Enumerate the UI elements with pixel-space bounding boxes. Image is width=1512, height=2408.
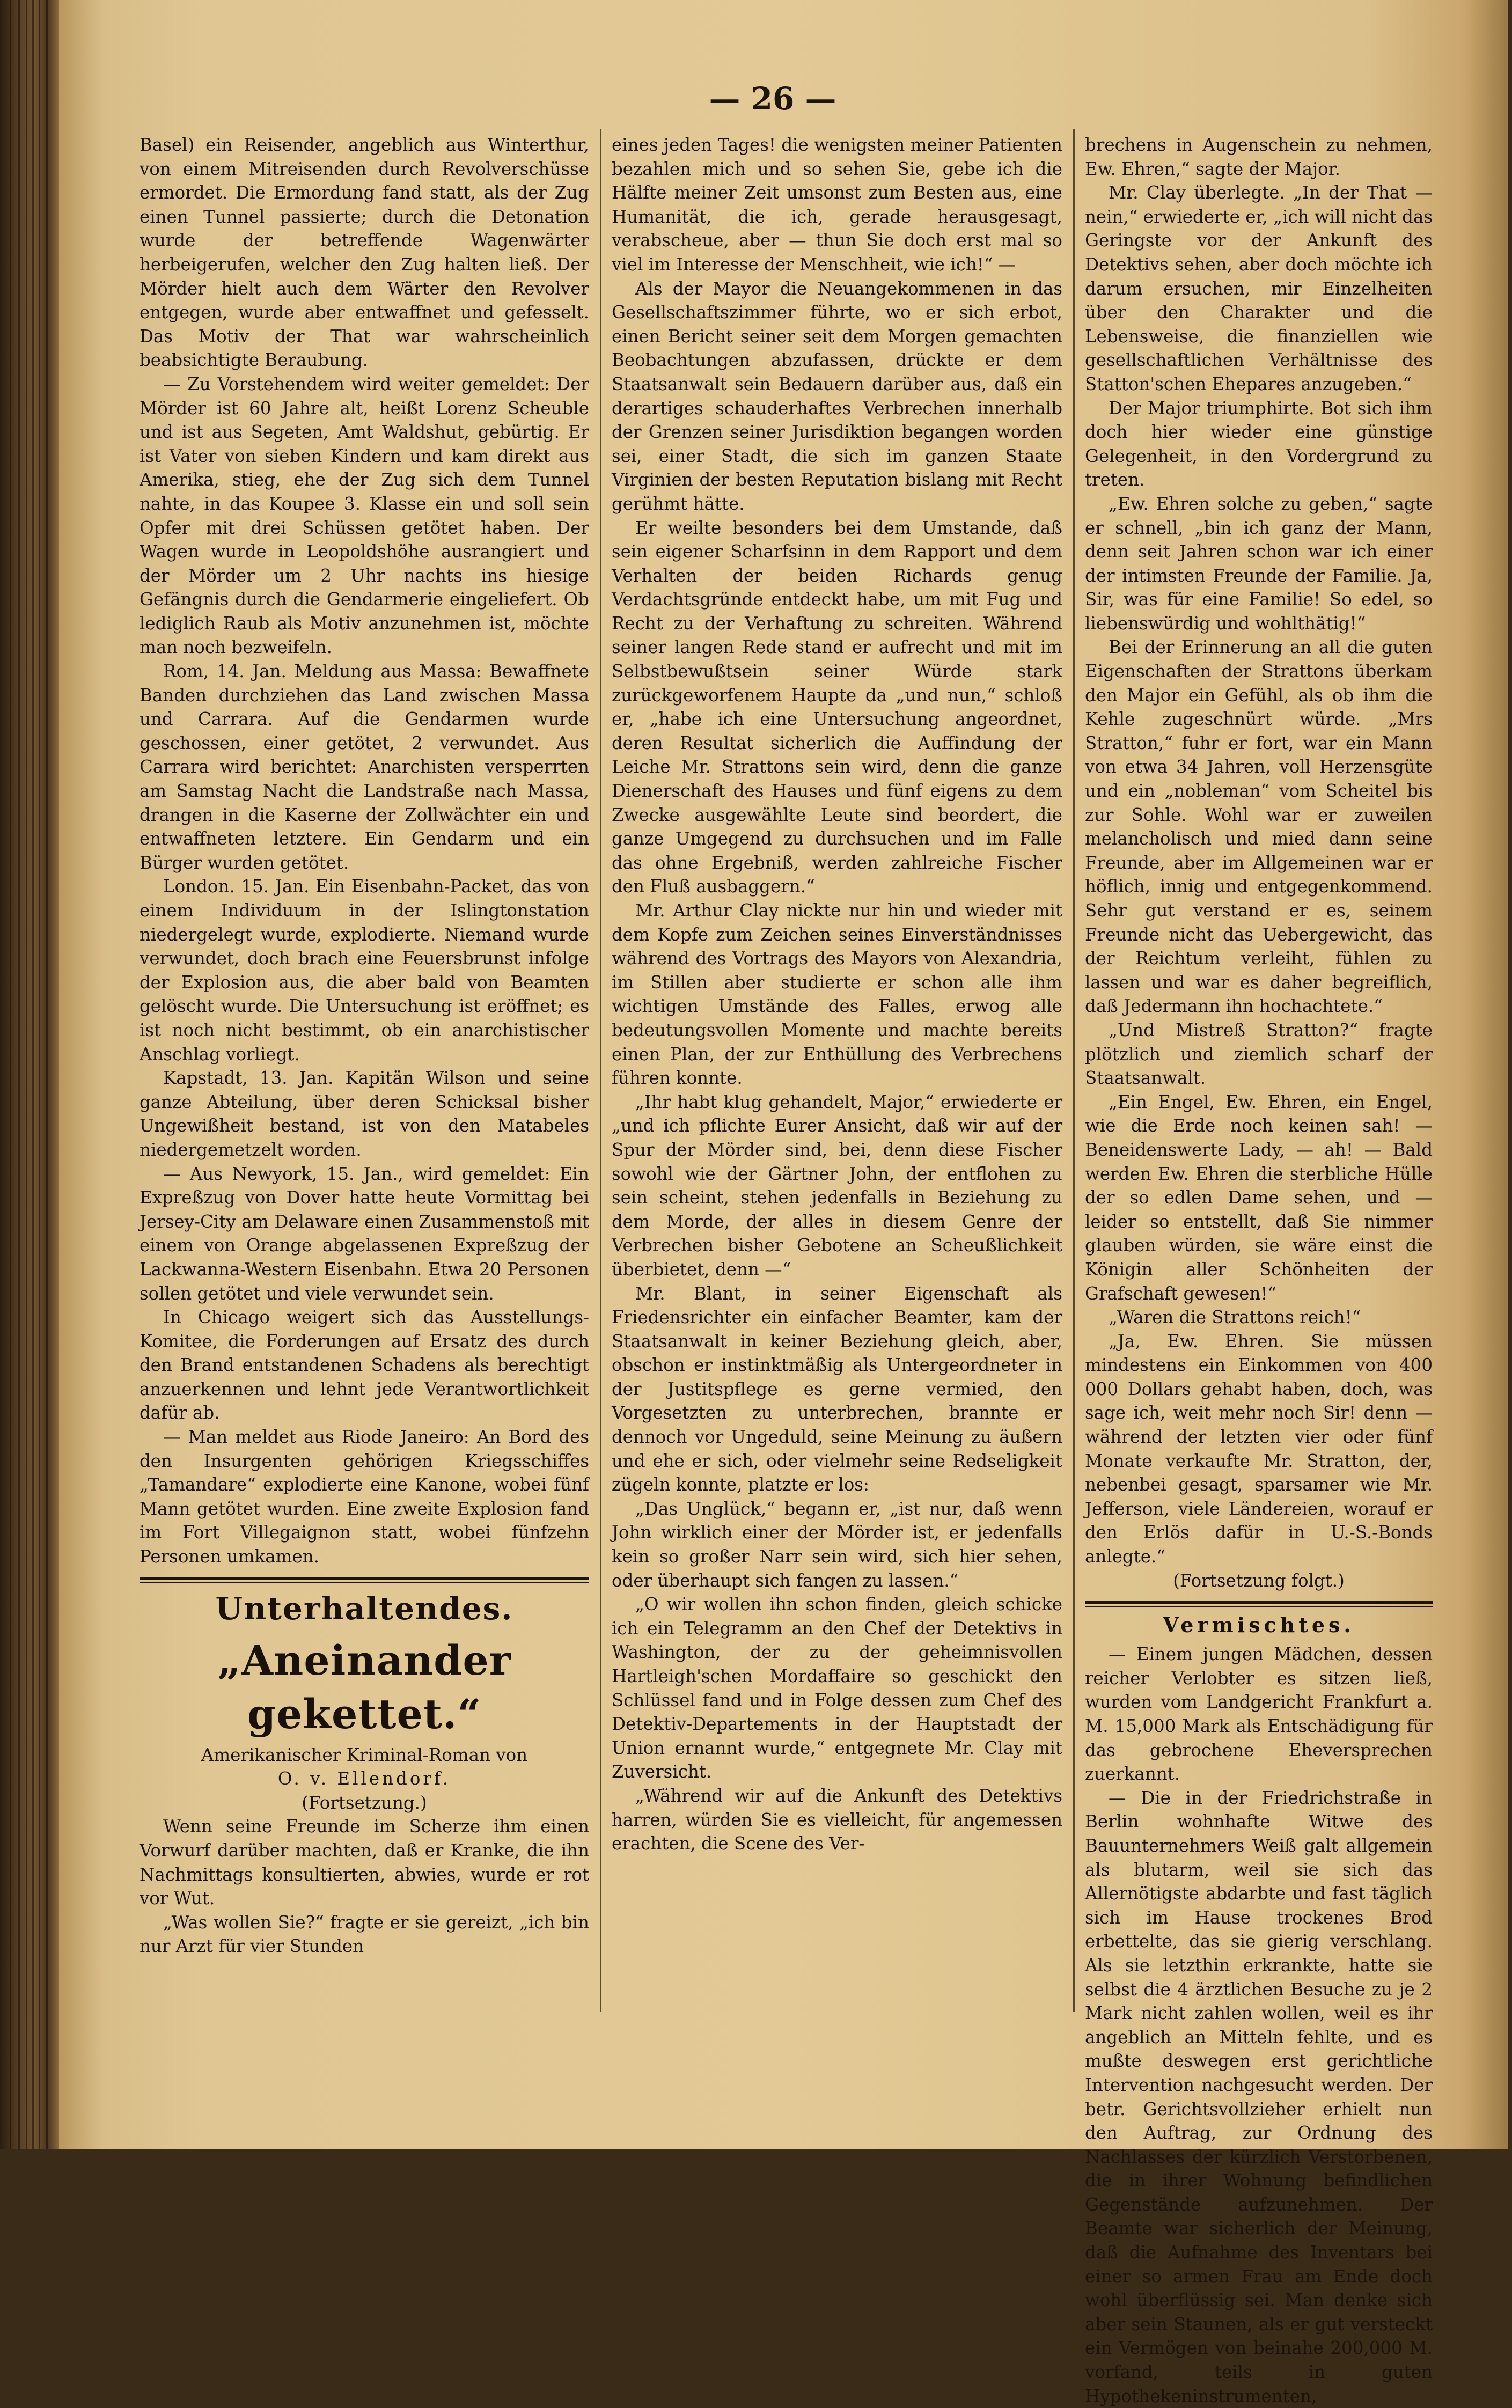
news-item: — Zu Vorstehendem wird weiter gemeldet: Der Mörder ist 60 Jahre alt, heißt Lorenz Scheuble und ist aus Segeten, Amt Waldshut, gebürtig. Er ist Vater von sieben Kindern und kam direkt aus Amerika, stieg, ehe der Zug sich dem Tunnel nahte, in das Koupee 3. Klasse ein und soll sein Opfer mit drei Schüssen getötet haben. Der Wagen wurde in Leopoldshöhe ausrangiert und der Mörder um 2 Uhr nachts ins hiesige Gefängnis durch die Gendarmerie eingeliefert. Ob lediglich Raub als Motiv anzunehmen ist, möchte man noch bezweifeln. [140, 373, 589, 658]
novel-paragraph: Mr. Blant, in seiner Eigenschaft als Friedensrichter ein einfacher Beamter, kam der Staatsanwalt in keiner Beziehung gleich, aber, obschon er instinktmäßig als Untergeordneter in der Justitspflege es gerne vermied, den Vorgesetzten zu unterbrechen, brannte er dennoch vor Ungeduld, seine Meinung zu äußern und ehe er sich, oder vielmehr seine Redseligkeit zügeln konnte, platzte er los: [612, 1283, 1062, 1495]
page-number: — 26 — [709, 80, 836, 117]
novel-paragraph: Er weilte besonders bei dem Umstande, daß sein eigener Scharfsinn in dem Rapport und dem Verhalten der beiden Richards genug Verdachtsgründe entdeckt habe, um mit Fug und Recht zu der Verhaftung zu schreiten. Während seiner langen Rede stand er aufrecht und mit im Selbstbewußtsein seiner Würde stark zurückgeworfenem Haupte da „und nun,“ schloß er, „habe ich eine Untersuchung angeordnet, deren Resultat sicherlich die Auffindung der Leiche Mr. Strattons sein wird, denn die ganze Dienerschaft des Hauses und fünf eigens zu dem Zwecke ausgewählte Leute sind beordert, die ganze Umgegend zu durchsuchen und im Falle das ohne Ergebniß, werden zahlreiche Fischer den Fluß ausbaggern.“ [612, 517, 1062, 897]
section-divider [140, 1577, 589, 1583]
novel-paragraph: „Ein Engel, Ew. Ehren, ein Engel, wie die Erde noch keinen sah! — Beneidenswerte Lady, — ah! — Bald werden Ew. Ehren die sterbliche Hülle der so edlen Dame sehen, und — leider so entstellt, daß Sie nimmer glauben würden, sie wäre einst die Königin aller Schönheiten der Grafschaft gewesen!“ [1085, 1091, 1433, 1304]
novel-paragraph: eines jeden Tages! die wenigsten meiner Patienten bezahlen mich und so sehen Sie, gebe ich die Hälfte meiner Zeit umsonst zum Besten aus, eine Humanität, die ich, gerade herausgesagt, verabscheue, aber — thun Sie doch erst mal so viel im Interesse der Menschheit, wie ich!“ — [612, 135, 1062, 275]
column-rule-2 [1073, 129, 1075, 2012]
column-2 [612, 133, 1062, 2011]
novel-paragraph: Als der Mayor die Neuangekommenen in das Gesellschaftszimmer führte, wo er sich erbot, einen Bericht seiner seit dem Morgen gemachten Beobachtungen abzufassen, drückte er dem Staatsanwalt sein Bedauern darüber aus, daß ein derartiges schauderhaftes Verbrechen innerhalb der Grenzen seiner Jurisdiktion begangen worden sei, einer Stadt, die sich im ganzen Staate Virginien der besten Reputation bislang mit Recht gerühmt hätte. [612, 278, 1062, 514]
novel-paragraph: „Waren die Strattons reich!“ [1109, 1307, 1361, 1328]
news-item: In Chicago weigert sich das Ausstellungs-Komitee, die Forderungen auf Ersatz des durch den Brand entstandenen Schadens als berechtigt anzuerkennen und lehnt jede Verantwortlichkeit dafür ab. [140, 1307, 589, 1423]
column-1 [140, 133, 589, 2011]
novel-paragraph: „O wir wollen ihn schon finden, gleich schicke ich ein Telegramm an den Chef der Detektivs in Washington, der zu der geheimnisvollen Hartleigh'schen Mordaffaire so geschickt den Schlüssel fand und in Folge dessen zum Chef des Detektiv-Departements in der Hauptstadt der Union ernannt wurde,“ entgegnete Mr. Clay mit Zuversicht. [612, 1594, 1062, 1782]
novel-subtitle: Amerikanischer Kriminal-Roman von [201, 1744, 528, 1765]
novel-paragraph: „Während wir auf die Ankunft des Detektivs harren, würden Sie es vielleicht, für angemessen erachten, die Scene des Ver- [612, 1785, 1062, 1854]
book-spine-edge [0, 0, 59, 2149]
novel-paragraph: Der Major triumphirte. Bot sich ihm doch hier wieder eine günstige Gelegenheit, in den Vordergrund zu treten. [1085, 398, 1433, 490]
novel-paragraph: „Das Unglück,“ begann er, „ist nur, daß wenn John wirklich einer der Mörder ist, er jedenfalls kein so großer Narr sein wird, sich hier sehen, oder überhaupt sich fangen zu lassen.“ [612, 1498, 1062, 1591]
novel-continued: (Fortsetzung.) [302, 1792, 427, 1813]
section-divider [1085, 1601, 1433, 1607]
to-be-continued: (Fortsetzung folgt.) [1173, 1570, 1345, 1591]
misc-heading: Vermischtes. [1163, 1613, 1355, 1638]
feuilleton-heading: Unterhaltendes. [215, 1590, 513, 1627]
novel-paragraph: „Was wollen Sie?“ fragte er sie gereizt, „ich bin nur Arzt für vier Stunden [140, 1912, 589, 1957]
misc-item: — Einem jungen Mädchen, dessen reicher Verlobter es sitzen ließ, wurden vom Landgericht Frankfurt a. M. 15,000 Mark als Entschädigung für das gebrochene Eheversprechen zuerkannt. [1085, 1644, 1433, 1785]
news-item: Basel) ein Reisender, angeblich aus Winterthur, von einem Mitreisenden durch Revolverschüsse ermordet. Die Ermordung fand statt, als der Zug einen Tunnel passierte; durch die Detonation wurde der betreffende Wagenwärter herbeigerufen, welcher den Zug halten ließ. Der Mörder hielt auch dem Wärter den Revolver entgegen, wurde aber entwaffnet und gefesselt. Das Motiv der That war wahrscheinlich beabsichtigte Beraubung. [140, 135, 589, 371]
news-item: Kapstadt, 13. Jan. Kapitän Wilson und seine ganze Abteilung, über deren Schicksal bisher Ungewißheit bestand, ist von den Matabeles niedergemetzelt worden. [140, 1068, 589, 1160]
novel-paragraph: „Und Mistreß Stratton?“ fragte plötzlich und ziemlich scharf der Staatsanwalt. [1085, 1019, 1433, 1089]
novel-paragraph: „Ihr habt klug gehandelt, Major,“ erwiederte er „und ich pflichte Eurer Ansicht, daß wir auf der Spur der Mörder sind, bei, denn diese Fischer sowohl wie der Gärtner John, der entflohen zu sein scheint, stehen jedenfalls in Beziehung zu dem Morde, der alles in diesem Genre der Verbrechen bisher Gebotene an Scheußlichkeit überbietet, denn —“ [612, 1091, 1062, 1280]
novel-paragraph: Wenn seine Freunde im Scherze ihm einen Vorwurf darüber machten, daß er Kranke, die ihn Nachmittags konsultierten, abwies, wurde er rot vor Wut. [140, 1816, 589, 1909]
novel-paragraph: Mr. Clay überlegte. „In der That — nein,“ erwiederte er, „ich will nicht das Geringste vor der Ankunft des Detektivs sehen, aber doch möchte ich darum ersuchen, mir Einzelheiten über den Charakter und die Lebensweise, die finanziellen wie gesellschaftlichen Verhältnisse des Statton'schen Ehepares anzugeben.“ [1085, 182, 1433, 394]
misc-item: — Die in der Friedrichstraße in Berlin wohnhafte Witwe des Bauunternehmers Weiß galt allgemein als blutarm, weil sie sich das Allernötigste abdarbte und fast täglich sich im Hause trockenes Brod erbettelte, das sie gierig verschlang. Als sie letzthin erkrankte, hatte sie selbst die 4 ärztlichen Besuche zu je 2 Mark nicht zahlen wollen, weil es ihr angeblich an Mitteln fehlte, und es mußte deswegen erst gerichtliche Intervention nachgesucht werden. Der betr. Gerichtsvollzieher erhielt nun den Auftrag, zur Ordnung des Nachlasses der kürzlich Verstorbenen, die in ihrer Wohnung befindlichen Gegenstände aufzunehmen. Der Beamte war sicherlich der Meinung, daß die Aufnahme des Inventars bei einer so armen Frau am Ende doch wohl überflüssig sei. Man denke sich aber sein Staunen, als er gut versteckt ein Vermögen von beinahe 200,000 M. vorfand, teils in guten Hypothekeninstrumenten, [1085, 1787, 1433, 2406]
novel-paragraph: brechens in Augenschein zu nehmen, Ew. Ehren,“ sagte der Major. [1085, 135, 1433, 179]
novel-author: O. v. Ellendorf. [277, 1768, 451, 1789]
news-item: Rom, 14. Jan. Meldung aus Massa: Bewaffnete Banden durchziehen das Land zwischen Massa und Carrara. Auf die Gendarmen wurde geschossen, einer getötet, 2 verwundet. Aus Carrara wird berichtet: Anarchisten versperrten am Samstag Nacht die Landstraße nach Massa, drangen in die Kaserne der Zollwächter ein und entwaffneten letztere. Ein Gendarm und ein Bürger wurden getötet. [140, 661, 589, 873]
column-3 [1085, 133, 1433, 2406]
novel-title: „Aneinander gekettet.“ [217, 1636, 511, 1738]
novel-paragraph: „Ew. Ehren solche zu geben,“ sagte er schnell, „bin ich ganz der Mann, denn seit Jahren schon war ich einer der intimsten Freunde der Familie. Ja, Sir, was für eine Familie! So edel, so liebenswürdig und wohlthätig!“ [1085, 493, 1433, 634]
novel-paragraph: Mr. Arthur Clay nickte nur hin und wieder mit dem Kopfe zum Zeichen seines Einverständnisses während des Vortrags des Mayors von Alexandria, im Stillen aber studierte er schon alle ihm wichtigen Umstände des Falles, erwog alle bedeutungsvollen Momente und machte bereits einen Plan, der zur Enthüllung des Verbrechens führen konnte. [612, 900, 1062, 1089]
novel-paragraph: Bei der Erinnerung an all die guten Eigenschaften der Strattons überkam den Major ein Gefühl, als ob ihm die Kehle zugeschnürt würde. „Mrs Stratton,“ fuhr er fort, war ein Mann von etwa 34 Jahren, voll Herzensgüte und ein „nobleman“ vom Scheitel bis zur Sohle. Wohl war er zuweilen melancholisch und mied dann seine Freunde, aber im Allgemeinen war er höflich, innig und entgegenkommend. Sehr gut verstand er es, seinem Freunde nicht das Uebergewicht, das der Reichtum verleiht, fühlen zu lassen und war es daher begreiflich, daß Jedermann ihn hochachtete.“ [1085, 637, 1433, 1017]
column-rule-1 [600, 129, 601, 2012]
news-item: — Aus Newyork, 15. Jan., wird gemeldet: Ein Expreßzug von Dover hatte heute Vormittag bei Jersey-City am Delaware einen Zusammenstoß mit einem von Orange abgelassenen Expreßzug der Lackwanna-Western Eisenbahn. Etwa 20 Personen sollen getötet und viele verwundet sein. [140, 1163, 589, 1304]
news-item: London. 15. Jan. Ein Eisenbahn-Packet, das von einem Individuum in der Islingtonstation niedergelegt wurde, explodierte. Niemand wurde verwundet, doch brach eine Feuersbrunst infolge der Explosion aus, die aber bald von Beamten gelöscht wurde. Die Untersuchung ist eröffnet; es ist noch nicht bestimmt, ob ein anarchistischer Anschlag vorliegt. [140, 876, 589, 1064]
news-item: — Man meldet aus Riode Janeiro: An Bord des den Insurgenten gehörigen Kriegsschiffes „Tamandare“ explodierte eine Kanone, wobei fünf Mann getötet wurden. Eine zweite Explosion fand im Fort Villegaignon statt, wobei fünfzehn Personen umkamen. [140, 1427, 589, 1567]
novel-paragraph: „Ja, Ew. Ehren. Sie müssen mindestens ein Einkommen von 400 000 Dollars gehabt haben, doch, was sage ich, weit mehr noch Sir! denn — während der letzten vier oder fünf Monate verkaufte Mr. Stratton, der, nebenbei gesagt, sparsamer wie Mr. Jefferson, viele Ländereien, worauf er den Erlös dafür in U.-S.-Bonds anlegte.“ [1085, 1331, 1433, 1567]
